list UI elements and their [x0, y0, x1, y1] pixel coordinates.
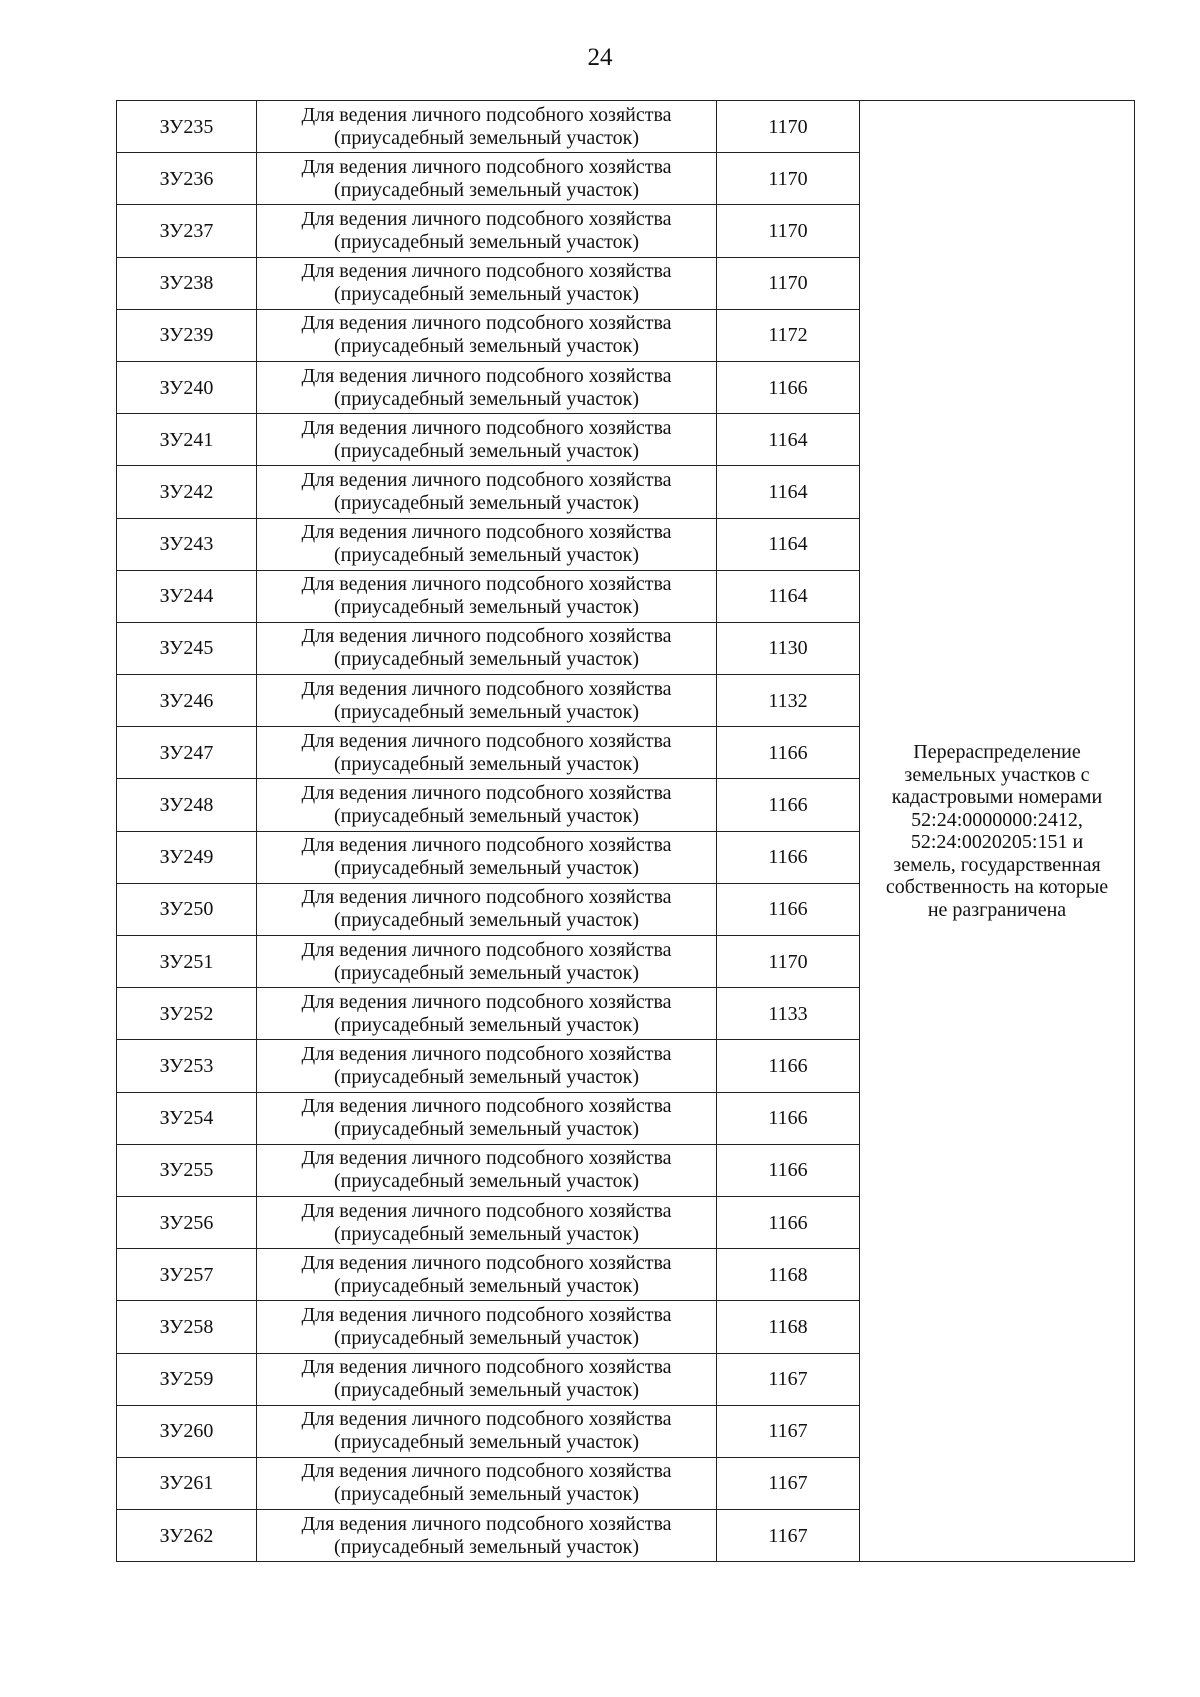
area-cell: 1166 — [717, 779, 860, 831]
permitted-use-line-2: (приусадебный земельный участок) — [333, 491, 640, 514]
permitted-use-line-2: (приусадебный земельный участок) — [333, 544, 640, 567]
permitted-use-line-1: Для ведения личного подсобного хозяйства — [301, 1303, 672, 1326]
permitted-use-line-1: Для ведения личного подсобного хозяйства — [301, 103, 672, 126]
area-cell: 1164 — [717, 518, 860, 570]
permitted-use-line-2: (приусадебный земельный участок) — [333, 178, 640, 201]
permitted-use-line-2: (приусадебный земельный участок) — [333, 857, 640, 880]
parcel-id-cell: ЗУ252 — [117, 988, 257, 1040]
parcel-id-cell: ЗУ254 — [117, 1092, 257, 1144]
parcel-id-cell: ЗУ237 — [117, 205, 257, 257]
area-cell: 1170 — [717, 205, 860, 257]
permitted-use-cell — [257, 1301, 717, 1353]
permitted-use-line-2: (приусадебный земельный участок) — [333, 1222, 640, 1245]
parcel-id-cell: ЗУ256 — [117, 1196, 257, 1248]
permitted-use-line-2: (приусадебный земельный участок) — [333, 1326, 640, 1349]
parcel-id-cell: ЗУ235 — [117, 101, 257, 153]
parcel-id-cell: ЗУ253 — [117, 1040, 257, 1092]
permitted-use-line-2: (приусадебный земельный участок) — [333, 335, 640, 358]
parcel-id-cell: ЗУ241 — [117, 414, 257, 466]
permitted-use-line-1: Для ведения личного подсобного хозяйства — [301, 416, 672, 439]
permitted-use-line-2: (приусадебный земельный участок) — [333, 126, 640, 149]
parcel-id-cell: ЗУ257 — [117, 1249, 257, 1301]
permitted-use-cell — [257, 361, 717, 413]
permitted-use-line-1: Для ведения личного подсобного хозяйства — [301, 1356, 672, 1379]
permitted-use-cell — [257, 936, 717, 988]
permitted-use-cell — [257, 205, 717, 257]
parcels-table — [116, 100, 1135, 1562]
area-cell: 1166 — [717, 831, 860, 883]
permitted-use-line-2: (приусадебный земельный участок) — [333, 1431, 640, 1454]
area-cell: 1167 — [717, 1510, 860, 1562]
permitted-use-line-1: Для ведения личного подсобного хозяйства — [301, 521, 672, 544]
formation-method-cell — [860, 101, 1135, 1562]
parcel-id-cell: ЗУ244 — [117, 570, 257, 622]
permitted-use-line-1: Для ведения личного подсобного хозяйства — [301, 312, 672, 335]
permitted-use-cell — [257, 570, 717, 622]
area-cell: 1166 — [717, 361, 860, 413]
area-cell: 1166 — [717, 883, 860, 935]
permitted-use-line-2: (приусадебный земельный участок) — [333, 961, 640, 984]
permitted-use-line-2: (приусадебный земельный участок) — [333, 596, 640, 619]
permitted-use-line-2: (приусадебный земельный участок) — [333, 1274, 640, 1297]
area-cell: 1170 — [717, 257, 860, 309]
permitted-use-line-1: Для ведения личного подсобного хозяйства — [301, 782, 672, 805]
permitted-use-line-1: Для ведения личного подсобного хозяйства — [301, 886, 672, 909]
permitted-use-line-1: Для ведения личного подсобного хозяйства — [301, 1147, 672, 1170]
parcel-id-cell: ЗУ240 — [117, 361, 257, 413]
parcel-id-cell: ЗУ236 — [117, 153, 257, 205]
permitted-use-line-2: (приусадебный земельный участок) — [333, 1065, 640, 1088]
permitted-use-line-2: (приусадебный земельный участок) — [333, 805, 640, 828]
parcel-id-cell: ЗУ238 — [117, 257, 257, 309]
permitted-use-cell — [257, 101, 717, 153]
permitted-use-line-2: (приусадебный земельный участок) — [333, 230, 640, 253]
permitted-use-line-2: (приусадебный земельный участок) — [333, 387, 640, 410]
parcel-id-cell: ЗУ243 — [117, 518, 257, 570]
permitted-use-line-1: Для ведения личного подсобного хозяйства — [301, 1512, 672, 1535]
permitted-use-line-1: Для ведения личного подсобного хозяйства — [301, 1042, 672, 1065]
permitted-use-line-2: (приусадебный земельный участок) — [333, 1483, 640, 1506]
parcel-id-cell: ЗУ245 — [117, 622, 257, 674]
permitted-use-cell — [257, 518, 717, 570]
permitted-use-cell — [257, 883, 717, 935]
permitted-use-line-2: (приусадебный земельный участок) — [333, 1170, 640, 1193]
area-cell: 1170 — [717, 101, 860, 153]
permitted-use-cell — [257, 1040, 717, 1092]
permitted-use-line-2: (приусадебный земельный участок) — [333, 283, 640, 306]
area-cell: 1130 — [717, 622, 860, 674]
permitted-use-line-1: Для ведения личного подсобного хозяйства — [301, 990, 672, 1013]
permitted-use-cell — [257, 309, 717, 361]
area-cell: 1168 — [717, 1301, 860, 1353]
permitted-use-cell — [257, 1196, 717, 1248]
permitted-use-line-1: Для ведения личного подсобного хозяйства — [301, 1251, 672, 1274]
permitted-use-cell — [257, 1510, 717, 1562]
area-cell: 1133 — [717, 988, 860, 1040]
permitted-use-line-1: Для ведения личного подсобного хозяйства — [301, 207, 672, 230]
permitted-use-line-1: Для ведения личного подсобного хозяйства — [301, 834, 672, 857]
area-cell: 1164 — [717, 570, 860, 622]
parcel-id-cell: ЗУ255 — [117, 1144, 257, 1196]
permitted-use-line-1: Для ведения личного подсобного хозяйства — [301, 155, 672, 178]
permitted-use-cell — [257, 414, 717, 466]
permitted-use-line-2: (приусадебный земельный участок) — [333, 1535, 640, 1558]
permitted-use-line-1: Для ведения личного подсобного хозяйства — [301, 1408, 672, 1431]
permitted-use-cell — [257, 1144, 717, 1196]
permitted-use-line-2: (приусадебный земельный участок) — [333, 909, 640, 932]
area-cell: 1164 — [717, 414, 860, 466]
area-cell: 1132 — [717, 675, 860, 727]
parcel-id-cell: ЗУ259 — [117, 1353, 257, 1405]
permitted-use-cell — [257, 988, 717, 1040]
permitted-use-line-1: Для ведения личного подсобного хозяйства — [301, 938, 672, 961]
permitted-use-line-1: Для ведения личного подсобного хозяйства — [301, 1199, 672, 1222]
area-cell: 1167 — [717, 1353, 860, 1405]
area-cell: 1166 — [717, 1092, 860, 1144]
parcel-id-cell: ЗУ262 — [117, 1510, 257, 1562]
permitted-use-cell — [257, 831, 717, 883]
page-number: 24 — [587, 44, 613, 71]
permitted-use-line-1: Для ведения личного подсобного хозяйства — [301, 677, 672, 700]
permitted-use-cell — [257, 1457, 717, 1509]
permitted-use-cell — [257, 727, 717, 779]
permitted-use-line-1: Для ведения личного подсобного хозяйства — [301, 573, 672, 596]
permitted-use-cell — [257, 257, 717, 309]
permitted-use-cell — [257, 622, 717, 674]
permitted-use-line-2: (приусадебный земельный участок) — [333, 752, 640, 775]
parcel-id-cell: ЗУ247 — [117, 727, 257, 779]
parcel-id-cell: ЗУ261 — [117, 1457, 257, 1509]
parcel-id-cell: ЗУ250 — [117, 883, 257, 935]
permitted-use-line-1: Для ведения личного подсобного хозяйства — [301, 729, 672, 752]
area-cell: 1172 — [717, 309, 860, 361]
area-cell: 1166 — [717, 1196, 860, 1248]
permitted-use-cell — [257, 1405, 717, 1457]
permitted-use-cell — [257, 1353, 717, 1405]
permitted-use-line-1: Для ведения личного подсобного хозяйства — [301, 468, 672, 491]
area-cell: 1167 — [717, 1405, 860, 1457]
formation-method-text: Перераспределение земельных участков с кадастровыми номерами 52:24:0000000:2412, 52:24:0020205:151 и земель, государственная собственность на которые не разграничена — [885, 741, 1109, 921]
permitted-use-line-2: (приусадебный земельный участок) — [333, 1118, 640, 1141]
permitted-use-cell — [257, 779, 717, 831]
parcel-id-cell: ЗУ239 — [117, 309, 257, 361]
permitted-use-cell — [257, 1092, 717, 1144]
parcel-id-cell: ЗУ251 — [117, 936, 257, 988]
area-cell: 1168 — [717, 1249, 860, 1301]
table-row — [117, 101, 1135, 153]
permitted-use-line-2: (приусадебный земельный участок) — [333, 648, 640, 671]
area-cell: 1170 — [717, 936, 860, 988]
parcel-id-cell: ЗУ249 — [117, 831, 257, 883]
permitted-use-line-1: Для ведения личного подсобного хозяйства — [301, 260, 672, 283]
parcel-id-cell: ЗУ242 — [117, 466, 257, 518]
permitted-use-line-1: Для ведения личного подсобного хозяйства — [301, 364, 672, 387]
permitted-use-cell — [257, 153, 717, 205]
area-cell: 1166 — [717, 1040, 860, 1092]
permitted-use-line-2: (приусадебный земельный участок) — [333, 439, 640, 462]
permitted-use-line-1: Для ведения личного подсобного хозяйства — [301, 1460, 672, 1483]
area-cell: 1167 — [717, 1457, 860, 1509]
permitted-use-line-2: (приусадебный земельный участок) — [333, 700, 640, 723]
area-cell: 1164 — [717, 466, 860, 518]
parcels-table-body — [117, 101, 1135, 1562]
permitted-use-line-1: Для ведения личного подсобного хозяйства — [301, 625, 672, 648]
area-cell: 1170 — [717, 153, 860, 205]
area-cell: 1166 — [717, 727, 860, 779]
permitted-use-cell — [257, 675, 717, 727]
parcel-id-cell: ЗУ246 — [117, 675, 257, 727]
permitted-use-cell — [257, 466, 717, 518]
parcel-id-cell: ЗУ258 — [117, 1301, 257, 1353]
permitted-use-line-2: (приусадебный земельный участок) — [333, 1013, 640, 1036]
area-cell: 1166 — [717, 1144, 860, 1196]
permitted-use-line-1: Для ведения личного подсобного хозяйства — [301, 1095, 672, 1118]
permitted-use-cell — [257, 1249, 717, 1301]
parcel-id-cell: ЗУ248 — [117, 779, 257, 831]
parcel-id-cell: ЗУ260 — [117, 1405, 257, 1457]
permitted-use-line-2: (приусадебный земельный участок) — [333, 1379, 640, 1402]
